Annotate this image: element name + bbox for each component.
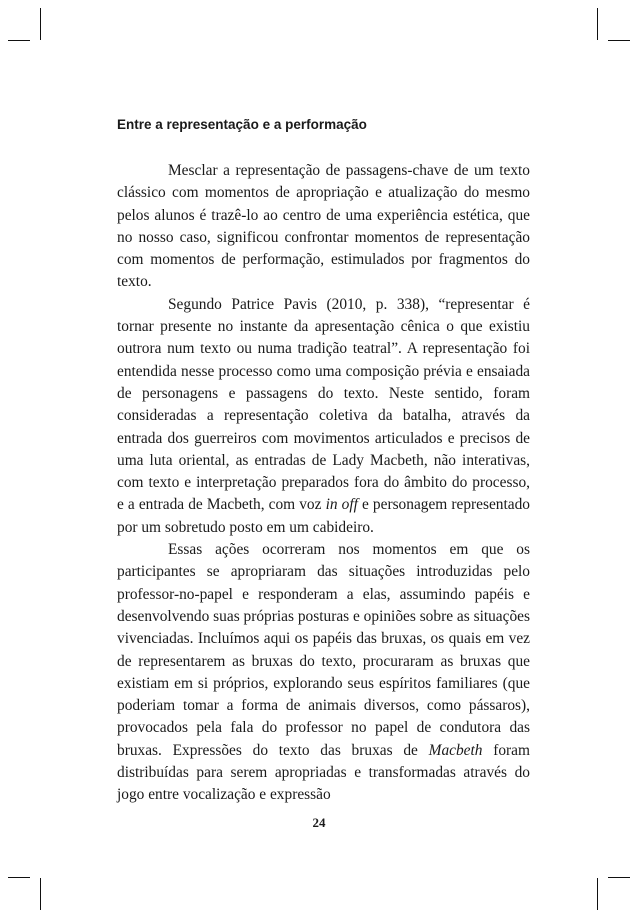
crop-mark-bottom-left-vertical (40, 878, 41, 910)
crop-mark-bottom-right-vertical (597, 878, 598, 910)
crop-mark-top-right-vertical (597, 8, 598, 40)
italic-term: in off (325, 496, 358, 514)
section-heading: Entre a representação e a performação (117, 117, 367, 132)
italic-title: Macbeth (428, 741, 483, 759)
paragraph: Segundo Patrice Pavis (2010, p. 338), “representar é tornar presente no instante da apresentação cênica o que existiu outrora num texto ou numa tradição teatral”. A representação foi entendida nesse processo como uma composição prévia e ensaiada de personagens e passagens do texto. Neste sentido, foram consideradas a representação coletiva da batalha, através da entrada dos guerreiros com movimentos articulados e precisos de uma luta oriental, as entradas de Lady Macbeth, não interativas, com texto e interpretação preparados fora do âmbito do processo, e a entrada de Macbeth, com voz in off e personagem representado por um sobretudo posto em um cabideiro. (117, 295, 530, 536)
crop-mark-bottom-left-horizontal (8, 877, 30, 878)
crop-mark-top-left-vertical (40, 8, 41, 40)
crop-mark-bottom-right-horizontal (608, 877, 630, 878)
crop-mark-top-left-horizontal (8, 40, 30, 41)
crop-mark-top-right-horizontal (608, 40, 630, 41)
paragraph: Essas ações ocorreram nos momentos em que os participantes se apropriaram das situações introduzidas pelo professor-no-papel e responderam a elas, assumindo papéis e desenvolvendo suas próprias posturas e opiniões sobre as situações vivenciadas. Incluímos aqui os papéis das bruxas, os quais em vez de representarem as bruxas do texto, procuraram as bruxas que existiam em si próprios, explorando seus espíritos familiares (que poderiam tomar a forma de animais diversos, como pássaros), provocados pela fala do professor no papel de condutora das bruxas. Expressões do texto das bruxas de Macbeth foram distribuídas para serem apropriadas e transformadas através do jogo entre vocalização e expressão (117, 541, 530, 804)
page-number: 24 (312, 815, 326, 830)
body-text (117, 160, 530, 807)
paragraph: Mesclar a representação de passagens-chave de um texto clássico com momentos de apropriação e atualização do mesmo pelos alunos é trazê-lo ao centro de uma experiência estética, que no nosso caso, significou confrontar momentos de representação com momentos de performação, estimulados por fragmentos do texto. (117, 162, 530, 291)
